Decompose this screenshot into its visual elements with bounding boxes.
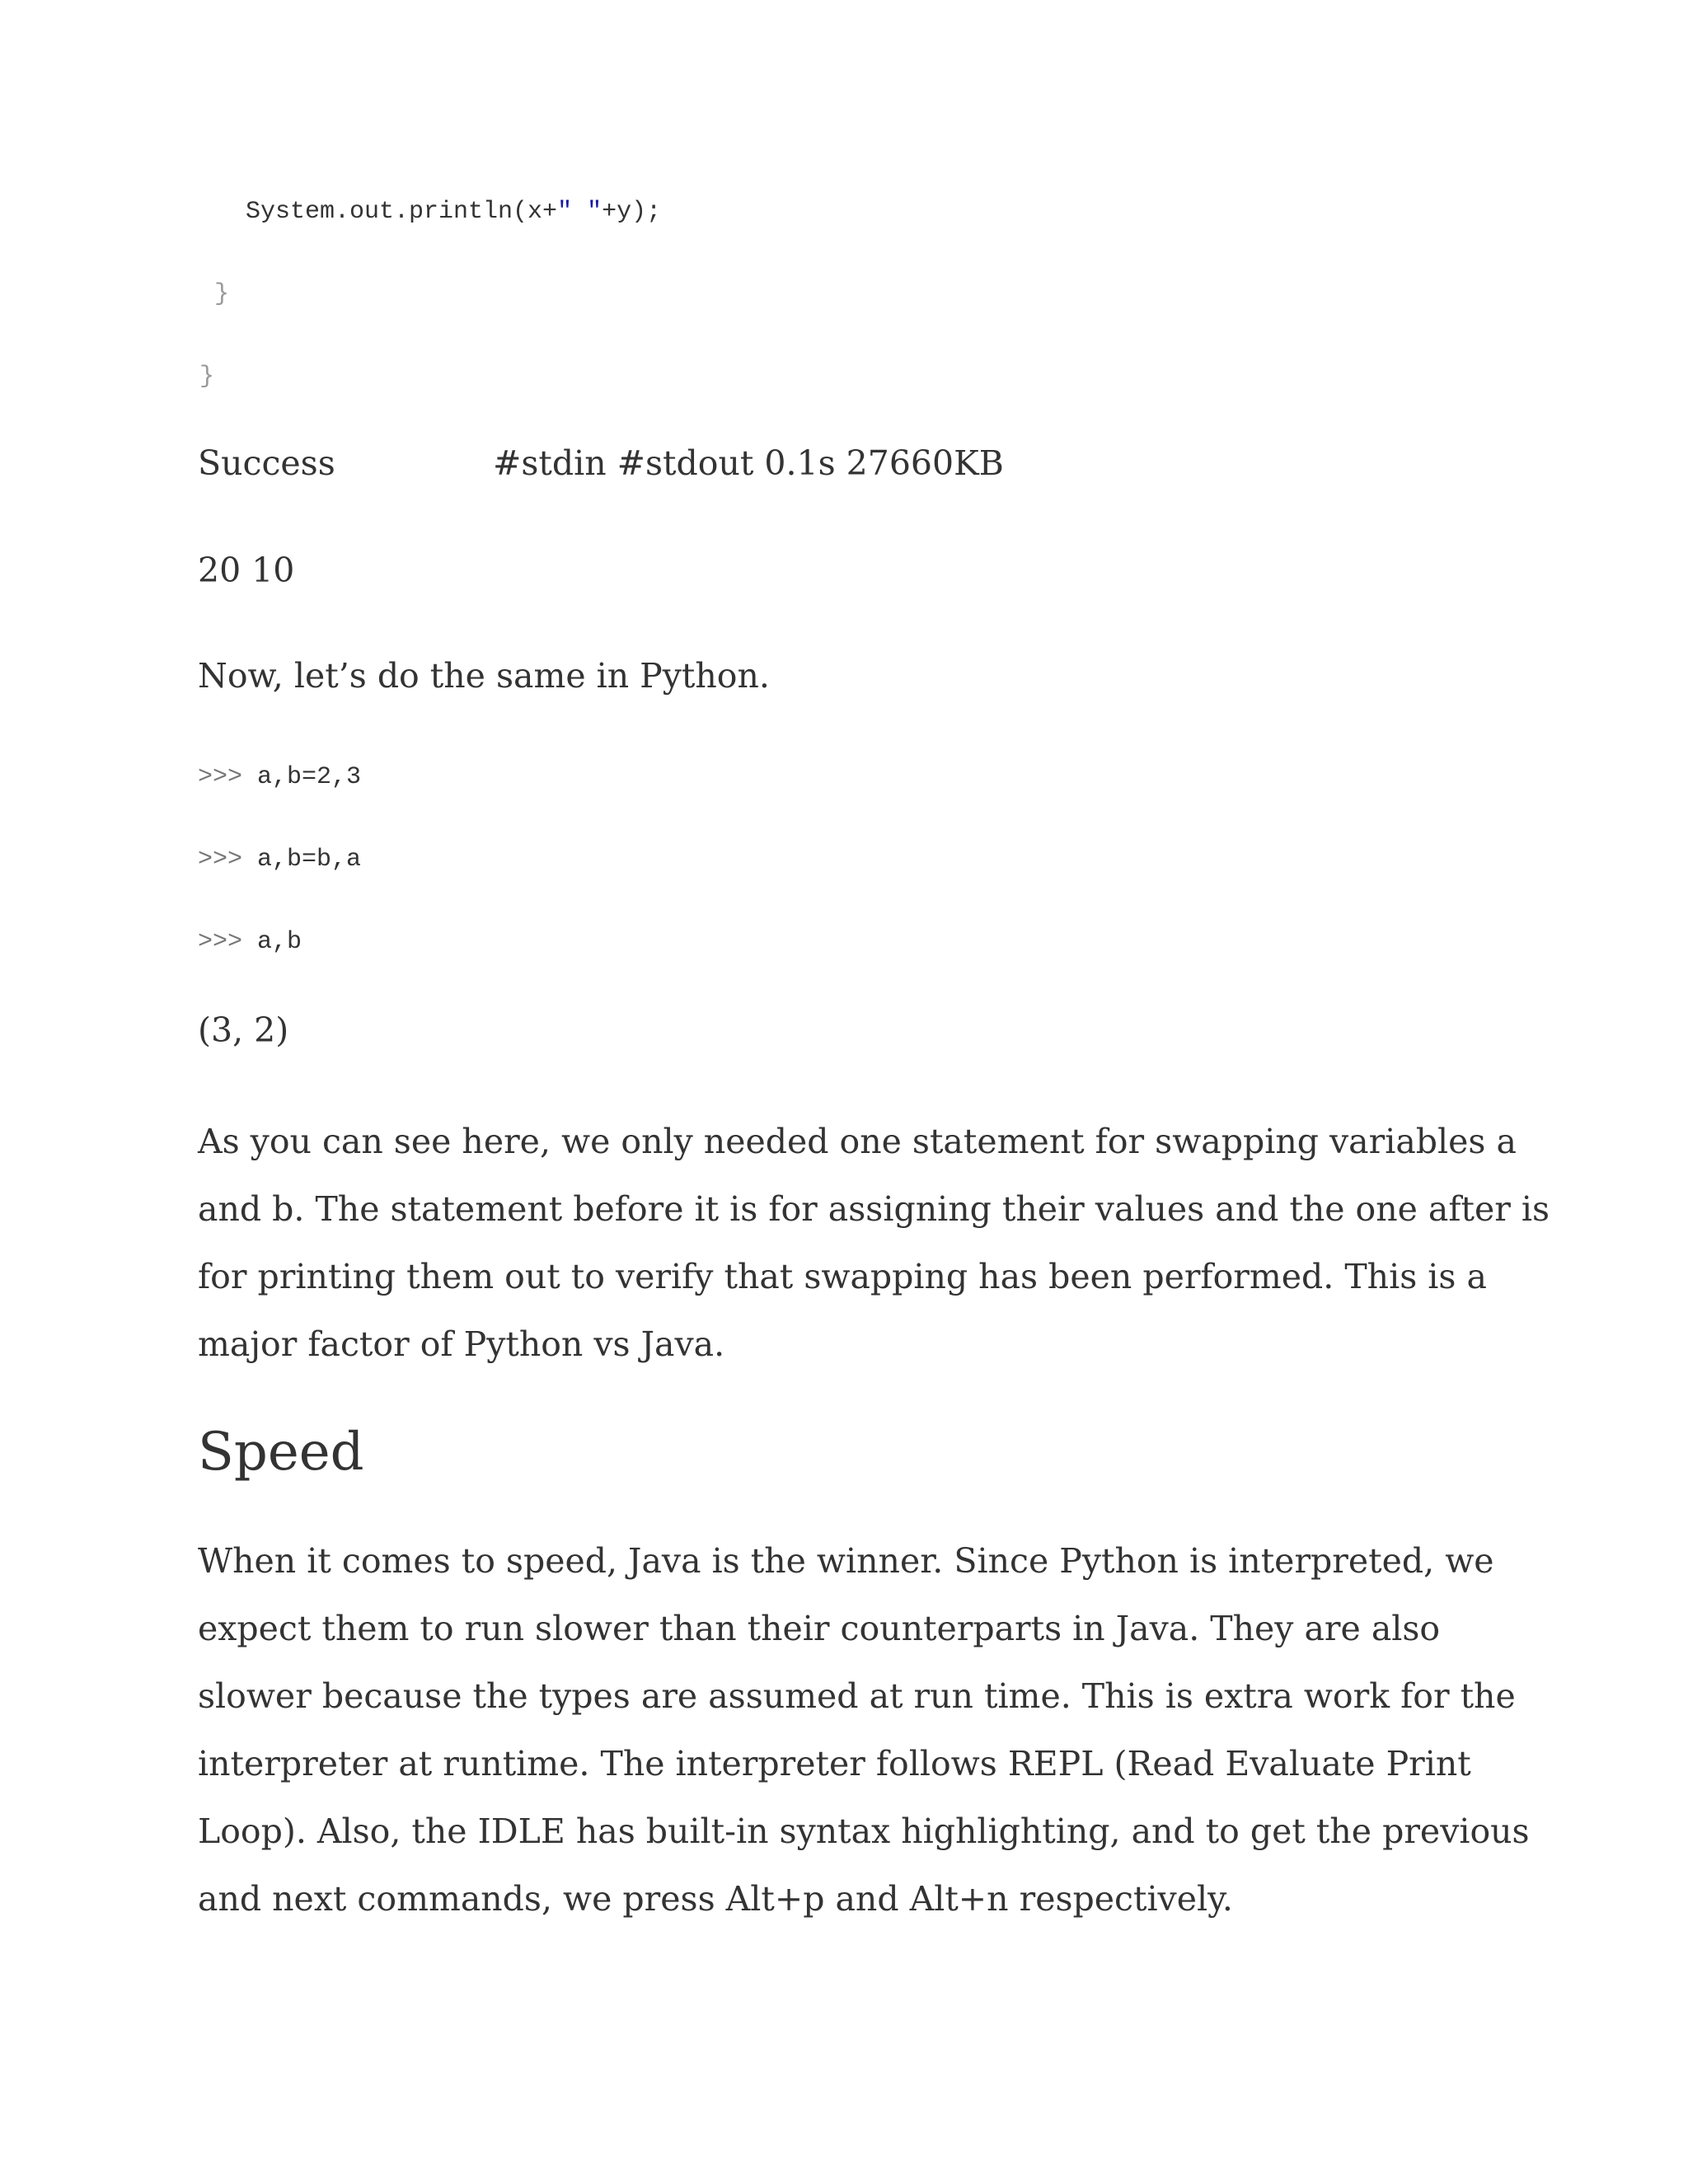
java-println-prefix: System.out.println(x+ xyxy=(246,198,558,226)
java-output-value: 20 10 xyxy=(198,551,295,590)
repl-code: a,b=b,a xyxy=(257,846,362,874)
paragraph-line: As you can see here, we only needed one statement for swapping variables a xyxy=(198,1122,1517,1161)
repl-prompt: >>> xyxy=(198,846,243,874)
paragraph-line: expect them to run slower than their counterparts in Java. They are also xyxy=(198,1609,1441,1648)
java-println-string: " " xyxy=(557,198,603,226)
repl-code: a,b xyxy=(257,928,302,956)
paragraph-line: and next commands, we press Alt+p and Alt+n respectively. xyxy=(198,1879,1233,1919)
java-println-line xyxy=(246,199,661,224)
speed-paragraph xyxy=(198,1527,1530,1933)
python-result-value: (3, 2) xyxy=(198,1010,289,1050)
section-heading-speed: Speed xyxy=(198,1422,364,1483)
java-brace-inner: } xyxy=(214,280,230,308)
paragraph-line: and b. The statement before it is for assigning their values and the one after is xyxy=(198,1189,1550,1229)
repl-prompt: >>> xyxy=(198,763,243,791)
python-repl-line xyxy=(198,765,361,790)
repl-prompt: >>> xyxy=(198,928,243,956)
repl-code: a,b=2,3 xyxy=(257,763,362,791)
paragraph-line: interpreter at runtime. The interpreter follows REPL (Read Evaluate Print xyxy=(198,1744,1471,1783)
paragraph-line: When it comes to speed, Java is the winner. Since Python is interpreted, we xyxy=(198,1541,1494,1581)
python-repl-line xyxy=(198,847,361,872)
paragraph-line: major factor of Python vs Java. xyxy=(198,1324,725,1364)
paragraph-line: Loop). Also, the IDLE has built-in syntax highlighting, and to get the previous xyxy=(198,1811,1530,1851)
paragraph-line: for printing them out to verify that swapping has been performed. This is a xyxy=(198,1257,1487,1296)
output-status-details: #stdin #stdout 0.1s 27660KB xyxy=(493,443,1004,483)
swap-explanation-paragraph xyxy=(198,1108,1550,1378)
java-brace-outer: } xyxy=(199,363,215,391)
output-status-label: Success xyxy=(198,443,335,483)
paragraph-line: slower because the types are assumed at run time. This is extra work for the xyxy=(198,1676,1516,1716)
java-println-suffix: +y); xyxy=(602,198,662,226)
python-intro-text: Now, let’s do the same in Python. xyxy=(198,656,770,696)
python-repl-line xyxy=(198,930,302,954)
